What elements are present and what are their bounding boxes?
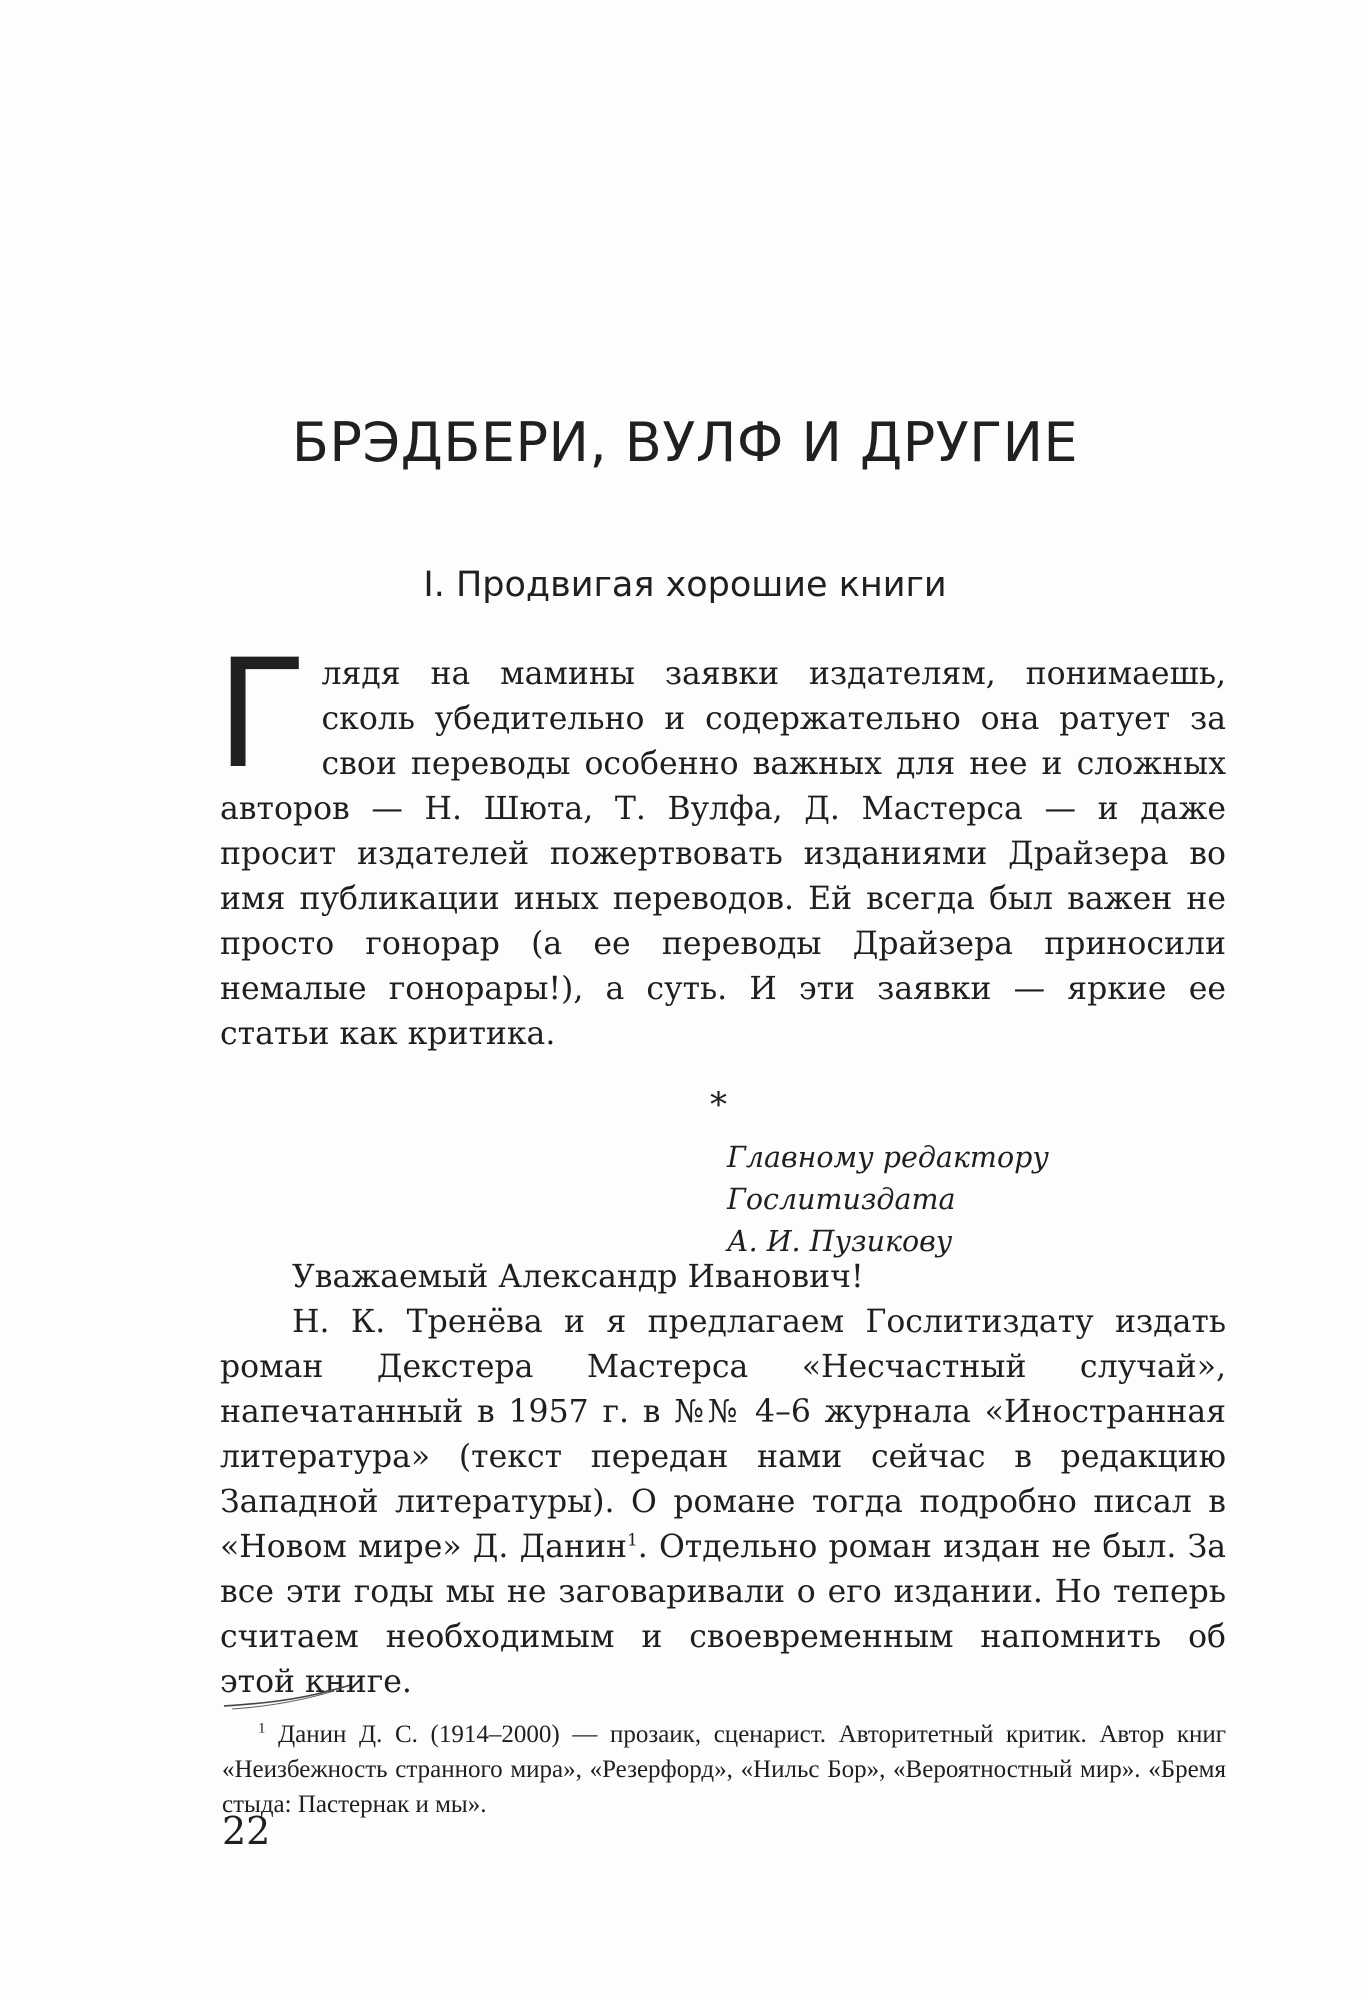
chapter-title: БРЭДБЕРИ, ВУЛФ И ДРУГИЕ [291, 411, 1079, 474]
footnote-reference: 1 [626, 1530, 638, 1551]
addressee-line-2: А. И. Пузикову [727, 1225, 953, 1258]
footnote-number: 1 [258, 1720, 266, 1737]
drop-cap: Г [216, 628, 308, 802]
letter-salutation: Уважаемый Александр Иванович! [292, 1259, 864, 1295]
footnote-text: Данин Д. С. (1914–2000) — прозаик, сценарист. Авторитетный критик. Автор книг «Неизбежность странного мира», «Резерфорд», «Нильс Бор», «Вероятностный мир». «Бремя стыда: Пастернак и мы». [222, 1721, 1226, 1818]
section-title: I. Продвигая хорошие книги [423, 565, 947, 605]
footnote-rule [222, 1682, 352, 1712]
addressee-line-1: Главному редактору Гослитиздата [727, 1141, 1049, 1216]
letter-body-text: Н. К. Тренёва и я предлагаем Гослитиздату издать роман Декстера Мастерса «Несчастный случай», напечатанный в 1957 г. в №№ 4–6 журнала «Иностранная литература» (текст передан нами сейчас в редакцию Западной литературы). О романе тогда подробно писал в «Новом мире» Д. Данин [220, 1304, 1226, 1565]
letter-body [220, 1300, 1226, 1705]
letter-addressee [727, 1137, 1227, 1263]
footnote [222, 1717, 1226, 1822]
intro-paragraph [216, 628, 1226, 1057]
intro-text: лядя на мамины заявки издателям, понимаешь, сколь убедительно и содержательно она ратует за свои переводы особенно важных для нее и сложных авторов — Н. Шюта, Т. Вулфа, Д. Мастерса — и даже просит издателей пожертвовать изданиями Драйзера во имя публикации иных переводов. Ей всегда был важен не просто гонорар (а ее переводы Драйзера приносили немалые гонорары!), а суть. И эти заявки — яркие ее статьи как критика. [220, 656, 1226, 1052]
section-separator: * [710, 1085, 727, 1125]
page-number: 22 [222, 1809, 271, 1853]
letter-body-text-continued: . Отдельно роман издан не был. За все эти годы мы не заговаривали о его издании. Но теперь считаем необходимым и своевременным напомнить об этой книге. [220, 1529, 1226, 1700]
